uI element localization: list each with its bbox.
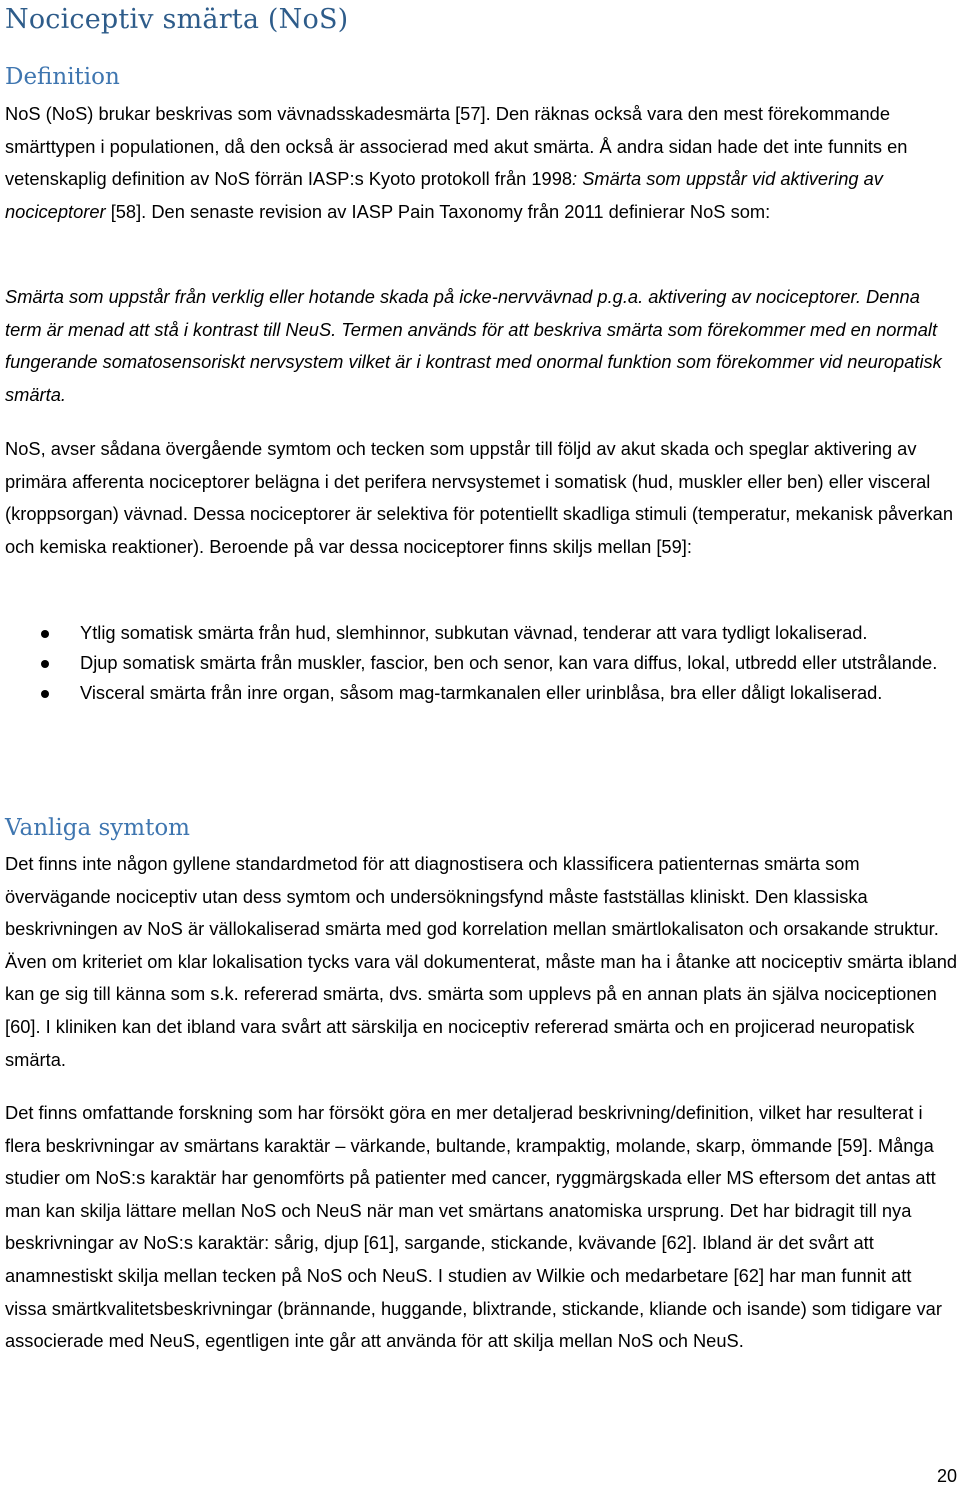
- symptoms-paragraph-1: Det finns inte någon gyllene standardmetod för att diagnostisera och klassificera patienternas smärta som övervägande nociceptiv utan dess symtom och undersökningsfynd måste fastställas kliniskt. Den klassiska beskrivningen av NoS är vällokaliserad smärta med god korrelation mellan smärtlokalisaton och orsakande struktur. Även om kriteriet om klar lokalisation tycks vara väl dokumenterat, måste man ha i åtanke att nociceptiv smärta ibland kan ge sig till känna som s.k. refererad smärta, dvs. smärta som upplevs på en annan plats än själva nociceptionen [60]. I kliniken kan det ibland vara svårt att särskilja en nociceptiv refererad smärta och en projicerad neuropatisk smärta.: [5, 853, 958, 1070]
- definition-text: NoS (NoS) brukar beskrivas som vävnadsskadesmärta [57]. Den räknas också vara den mest förekommande smärttypen i populationen, då den också är associerad med akut smärta. Å andra sidan hade det inte funnits en vetenskaplig definition av NoS förrän IASP:s Kyoto protokoll från 1998: [5, 103, 908, 190]
- nos-description-paragraph: NoS, avser sådana övergående symtom och tecken som uppstår till följd av akut skada och speglar aktivering av primära afferenta nociceptorer belägna i det perifera nervsystemet i somatisk (hud, muskler eller ben) eller visceral (kroppsorgan) vävnad. Dessa nociceptorer är selektiva för potentiellt skadliga stimuli (temperatur, mekanisk påverkan och kemiska reaktioner). Beroende på var dessa nociceptorer finns skiljs mellan [59]:: [5, 438, 954, 557]
- section-heading-definition: Definition: [5, 64, 120, 90]
- list-item: [5, 649, 958, 678]
- definition-quote: : Smärta som uppstår vid aktivering av nociceptorer: [5, 168, 883, 222]
- bullet-icon: [41, 660, 49, 668]
- list-item-text: Ytlig somatisk smärta från hud, slemhinnor, subkutan vävnad, tenderar att vara tydligt lokaliserad.: [80, 622, 868, 643]
- symptoms-paragraph-2: Det finns omfattande forskning som har försökt göra en mer detaljerad beskrivning/definition, vilket har resulterat i flera beskrivningar av smärtans karaktär – värkande, bultande, krampaktig, molande, skarp, ömmande [59]. Många studier om NoS:s karaktär har genomförts på patienter med cancer, ryggmärgskada eller MS eftersom det antas att man kan skilja lättare mellan NoS och NeuS när man vet smärtans anatomiska ursprung. Det har bidragit till nya beskrivningar av NoS:s karaktär: sårig, djup [61], sargande, stickande, kvävande [62]. Ibland är det svårt att anamnestiskt skilja mellan tecken på NoS och NeuS. I studien av Wilkie och medarbetare [62] har man funnit att vissa smärtkvalitetsbeskrivningar (brännande, huggande, blixtrande, stickande, kliande och isande) som tidigare var associerade med NeuS, egentligen inte går att använda för att skilja mellan NoS och NeuS.: [5, 1102, 942, 1352]
- page-number: 20: [936, 1466, 957, 1486]
- bullet-icon: [41, 690, 49, 698]
- page-title: Nociceptiv smärta (NoS): [5, 4, 349, 35]
- list-item-text: Visceral smärta från inre organ, såsom mag-tarmkanalen eller urinblåsa, bra eller dåligt lokaliserad.: [80, 682, 883, 703]
- pain-type-list: [5, 619, 958, 709]
- iasp-definition-paragraph: Smärta som uppstår från verklig eller hotande skada på icke-nervvävnad p.g.a. aktivering av nociceptorer. Denna term är menad att stå i kontrast till NeuS. Termen används för att beskriva smärta som förekommer med en normalt fungerande somatosensoriskt nervsystem vilket är i kontrast med onormal funktion som förekommer vid neuropatisk smärta.: [5, 286, 942, 405]
- definition-paragraph: [5, 98, 958, 228]
- definition-text-end: [58]. Den senaste revision av IASP Pain Taxonomy från 2011 definierar NoS som:: [105, 200, 771, 222]
- list-item: [5, 679, 958, 708]
- list-item: [5, 619, 958, 648]
- bullet-icon: [41, 630, 49, 638]
- list-item-text: Djup somatisk smärta från muskler, fascior, ben och senor, kan vara diffus, lokal, utbredd eller utstrålande.: [80, 652, 938, 673]
- section-heading-symptoms: Vanliga symtom: [5, 815, 190, 841]
